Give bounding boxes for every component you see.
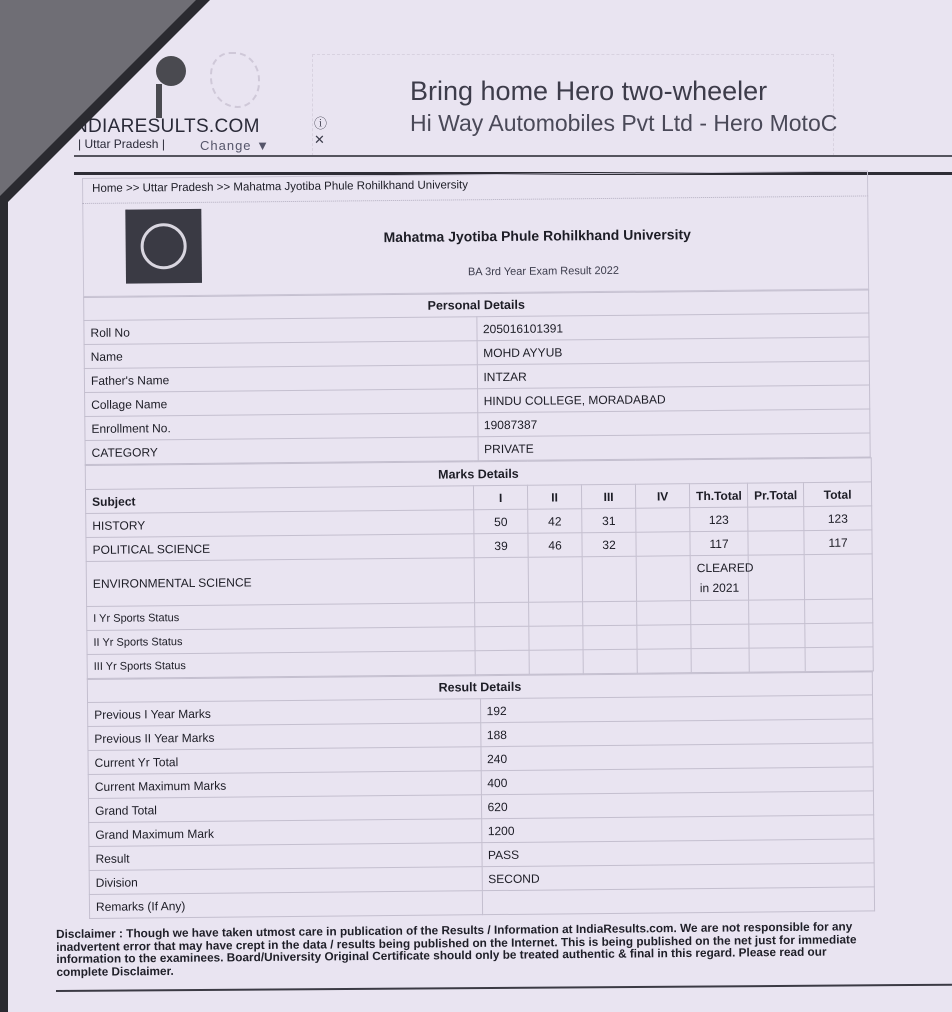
university-name: Mahatma Jyotiba Phule Rohilkhand University bbox=[383, 226, 691, 246]
row-label: Name bbox=[84, 341, 477, 369]
mark-cell bbox=[636, 556, 690, 602]
ad-info-icon[interactable]: ⓘ bbox=[314, 116, 328, 131]
personal-details-heading: Personal Details bbox=[84, 290, 869, 321]
row-value: 400 bbox=[481, 767, 874, 795]
university-header bbox=[82, 195, 869, 297]
mark-cell bbox=[748, 555, 804, 601]
row-value: 240 bbox=[480, 743, 873, 771]
subject-name: HISTORY bbox=[86, 510, 474, 538]
ad-subline[interactable]: Hi Way Automobiles Pvt Ltd - Hero MotoC bbox=[410, 110, 838, 136]
row-value: SECOND bbox=[482, 863, 875, 891]
ad-controls bbox=[314, 116, 327, 148]
row-value: 205016101391 bbox=[476, 313, 869, 341]
disclaimer-text: Disclaimer : Though we have taken utmost care in publication of the Results / Information at IndiaResults.com. We are not responsible for any inadvertent error that may have crept in the data / results being published on the Internet. This is being published on the net just for immediate information to the examinees. Board/University Original Certificate should only be treated authentic & final in this regard. Please read our complete Disclaimer. bbox=[55, 919, 857, 979]
mark-cell: 123 bbox=[690, 507, 748, 532]
col-practical-total: Pr.Total bbox=[747, 483, 803, 508]
row-value: PASS bbox=[481, 839, 874, 867]
row-label: Previous I Year Marks bbox=[88, 699, 481, 727]
col-total: Total bbox=[803, 482, 871, 507]
row-label: Previous II Year Marks bbox=[88, 723, 481, 751]
env-status-line1: CLEARED bbox=[696, 560, 754, 576]
row-label: Grand Maximum Mark bbox=[89, 819, 482, 847]
col-theory-total: Th.Total bbox=[689, 483, 747, 508]
row-value: HINDU COLLEGE, MORADABAD bbox=[477, 385, 870, 413]
ad-close-icon[interactable]: ✕ bbox=[314, 132, 325, 147]
row-label: Current Yr Total bbox=[88, 747, 481, 775]
site-brand[interactable]: NDIARESULTS.COM bbox=[74, 116, 260, 137]
row-value: 1200 bbox=[481, 815, 874, 843]
result-details-table bbox=[87, 671, 875, 919]
breadcrumb[interactable]: Home >> Uttar Pradesh >> Mahatma Jyotiba Phule Rohilkhand University bbox=[82, 170, 868, 203]
exam-title: BA 3rd Year Exam Result 2022 bbox=[467, 264, 620, 279]
col-paper-2: II bbox=[527, 485, 581, 510]
mark-cell bbox=[748, 507, 804, 532]
row-value: 192 bbox=[480, 695, 873, 723]
result-details-heading: Result Details bbox=[87, 672, 872, 703]
row-value: MOHD AYYUB bbox=[477, 337, 870, 365]
folded-corner-highlight bbox=[0, 0, 196, 196]
mark-cell: 32 bbox=[582, 532, 636, 557]
row-label: Division bbox=[89, 867, 482, 895]
mark-cell bbox=[528, 557, 582, 603]
col-paper-4: IV bbox=[635, 484, 689, 509]
table-row bbox=[86, 554, 873, 607]
row-label: Roll No bbox=[84, 317, 477, 345]
row-label: Result bbox=[89, 843, 482, 871]
row-value: PRIVATE bbox=[478, 433, 871, 461]
mark-cell: 123 bbox=[804, 506, 872, 531]
sports-label: II Yr Sports Status bbox=[87, 627, 475, 655]
col-subject: Subject bbox=[85, 486, 473, 514]
mark-cell bbox=[804, 554, 873, 600]
sports-label: III Yr Sports Status bbox=[87, 651, 475, 679]
row-label: Current Maximum Marks bbox=[88, 771, 481, 799]
mark-cell bbox=[582, 556, 636, 602]
row-value: 188 bbox=[480, 719, 873, 747]
row-value bbox=[482, 887, 875, 915]
row-label: Enrollment No. bbox=[85, 413, 478, 441]
mark-cell: 50 bbox=[474, 509, 528, 534]
row-value: 19087387 bbox=[477, 409, 870, 437]
mark-cell bbox=[636, 508, 690, 533]
row-label: Grand Total bbox=[88, 795, 481, 823]
marks-details-heading: Marks Details bbox=[85, 458, 871, 490]
mark-cell: 42 bbox=[528, 509, 582, 534]
mark-cell: 31 bbox=[582, 508, 636, 533]
col-paper-1: I bbox=[473, 485, 527, 510]
region-label: | Uttar Pradesh | bbox=[78, 137, 165, 151]
env-status-line2: in 2021 bbox=[699, 580, 740, 596]
mark-cell bbox=[636, 532, 690, 557]
result-sheet bbox=[82, 170, 875, 919]
mark-cell bbox=[474, 557, 528, 603]
ad-headline[interactable]: Bring home Hero two-wheeler bbox=[410, 76, 768, 106]
mark-cell: 117 bbox=[804, 530, 872, 555]
mark-cell: 117 bbox=[690, 531, 748, 556]
subject-name: POLITICAL SCIENCE bbox=[86, 534, 474, 562]
col-paper-3: III bbox=[581, 484, 635, 509]
personal-details-table bbox=[83, 289, 871, 465]
mark-cell bbox=[748, 531, 804, 556]
row-value: 620 bbox=[481, 791, 874, 819]
env-status-cell bbox=[690, 555, 754, 601]
row-label: Remarks (If Any) bbox=[89, 891, 482, 919]
india-map-icon bbox=[210, 52, 260, 108]
mark-cell: 46 bbox=[528, 533, 582, 558]
row-value: INTZAR bbox=[477, 361, 870, 389]
subject-name: ENVIRONMENTAL SCIENCE bbox=[86, 558, 474, 607]
row-label: CATEGORY bbox=[85, 437, 478, 465]
change-region-link[interactable]: Change ▼ bbox=[200, 138, 271, 153]
university-seal-icon bbox=[125, 209, 202, 284]
sports-label: I Yr Sports Status bbox=[87, 603, 475, 631]
mark-cell: 39 bbox=[474, 533, 528, 558]
footer-rule bbox=[56, 984, 952, 992]
row-label: Collage Name bbox=[85, 389, 478, 417]
marks-details-table bbox=[85, 457, 874, 679]
row-label: Father's Name bbox=[84, 365, 477, 393]
